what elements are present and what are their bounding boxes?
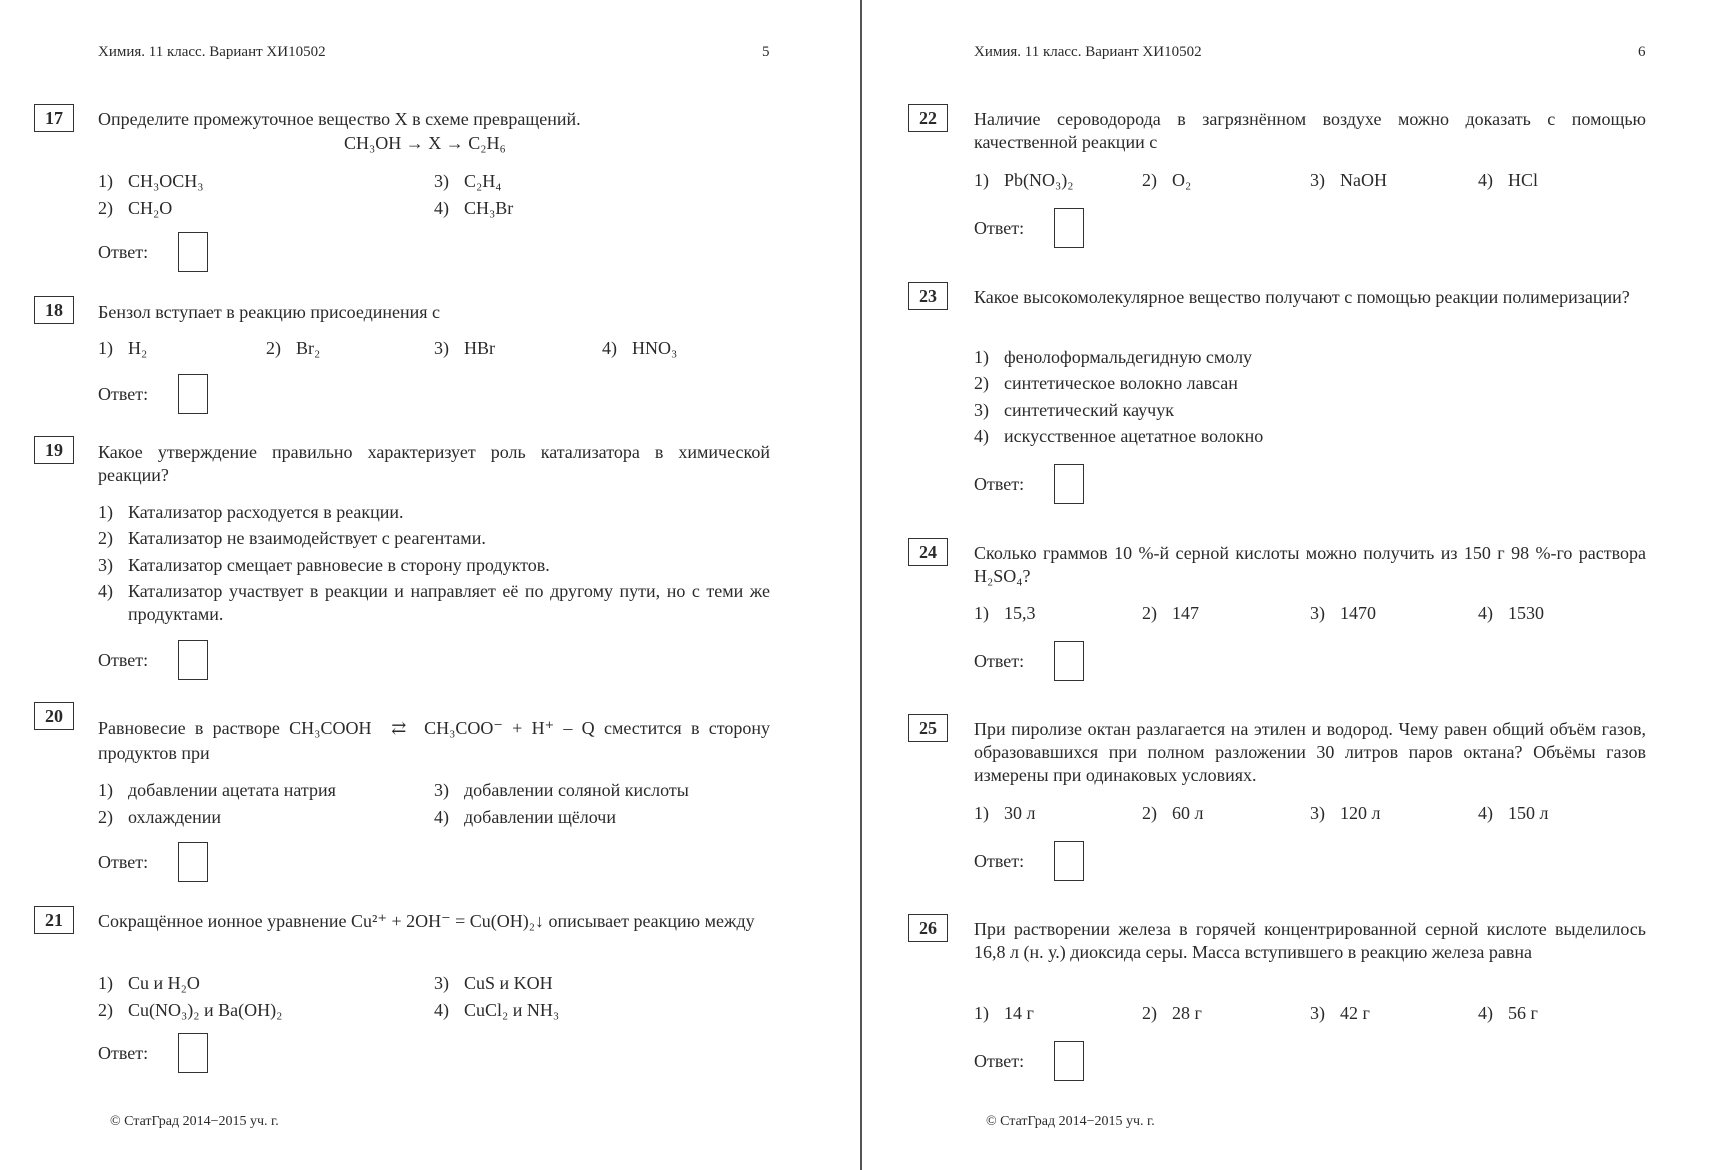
question-text: Определите промежуточное вещество X в схеме превращений. — [98, 109, 581, 129]
option-4[interactable]: 4) CuCl₂ и NH₃ — [434, 1000, 560, 1020]
option-2[interactable]: 2) 60 л — [1142, 803, 1204, 823]
option-2[interactable]: 2) O₂ — [1142, 170, 1192, 190]
answer-box[interactable] — [178, 1033, 208, 1073]
option-2[interactable]: 2) Катализатор не взаимодействует с реагентами. — [98, 528, 486, 548]
answer-label: Ответ: — [974, 218, 1025, 238]
option-2[interactable]: 2) 147 — [1142, 603, 1199, 623]
option-4[interactable]: 4) 1530 — [1478, 603, 1544, 623]
option-4[interactable]: 4) 56 г — [1478, 1003, 1538, 1023]
answer-box[interactable] — [178, 842, 208, 882]
question-text: При растворении железа в горячей концентрированной серной кислоте выделилось 16,8 л (н. у.) диоксида серы. Масса вступившего в реакцию железа равна — [974, 919, 1646, 962]
question-text: Какое высокомолекулярное вещество получают с помощью реакции полимеризации? — [974, 287, 1630, 307]
answer-label: Ответ: — [974, 1051, 1025, 1071]
question-text: Сокращённое ионное уравнение Cu²⁺ + 2OH⁻ = Cu(OH)₂↓ описывает реакцию между — [98, 911, 755, 931]
option-2[interactable]: 2) Cu(NO₃)₂ и Ba(OH)₂ — [98, 1000, 283, 1020]
option-2[interactable]: 2) 28 г — [1142, 1003, 1202, 1023]
option-3[interactable]: 3) 1470 — [1310, 603, 1376, 623]
option-2[interactable]: 2) синтетическое волокно лавсан — [974, 373, 1238, 393]
option-1[interactable]: 1) CH₃OCH₃ — [98, 171, 204, 191]
option-1[interactable]: 1) добавлении ацетата натрия — [98, 780, 336, 800]
page-footer: © СтатГрад 2014−2015 уч. г. — [110, 1114, 279, 1129]
question-text: Сколько граммов 10 %-й серной кислоты можно получить из 150 г 98 %-го раствора H₂SO₄? — [974, 543, 1646, 586]
answer-box[interactable] — [178, 374, 208, 414]
option-4[interactable]: 4) 150 л — [1478, 803, 1549, 823]
option-3[interactable]: 3) добавлении соляной кислоты — [434, 780, 689, 800]
option-1[interactable]: 1) H₂ — [98, 338, 148, 358]
reaction-scheme: CH₃OH → X → C₂H₆ — [344, 133, 506, 153]
option-1[interactable]: 1) 14 г — [974, 1003, 1034, 1023]
answer-box[interactable] — [1054, 641, 1084, 681]
option-4[interactable]: 4) CH₃Br — [434, 198, 514, 218]
option-3[interactable]: 3) C₂H₄ — [434, 171, 502, 191]
answer-label: Ответ: — [98, 242, 149, 262]
question-text: Какое утверждение правильно характеризует роль катализатора в химической реакции? — [98, 442, 770, 485]
option-1[interactable]: 1) фенолоформальдегидную смолу — [974, 347, 1253, 367]
option-1[interactable]: 1) Катализатор расходуется в реакции. — [98, 502, 404, 522]
option-4[interactable]: 4) добавлении щёлочи — [434, 807, 616, 827]
question-text: Наличие сероводорода в загрязнённом воздухе можно доказать с помощью качественной реакции с — [974, 109, 1646, 152]
page-footer: © СтатГрад 2014−2015 уч. г. — [986, 1114, 1155, 1129]
question-number: 23 — [908, 282, 948, 310]
option-1[interactable]: 1) Cu и H₂O — [98, 973, 200, 993]
answer-label: Ответ: — [98, 650, 149, 670]
page-header: Химия. 11 класс. Вариант ХИ10502 — [98, 44, 326, 60]
option-3[interactable]: 3) Катализатор смещает равновесие в сторону продуктов. — [98, 555, 550, 575]
answer-box[interactable] — [1054, 841, 1084, 881]
equilibrium-arrow: ⇄ — [391, 718, 405, 738]
option-3[interactable]: 3) 120 л — [1310, 803, 1381, 823]
question-number: 25 — [908, 714, 948, 742]
page-5 — [0, 0, 860, 1170]
question-number: 18 — [34, 296, 74, 324]
option-1[interactable]: 1) 30 л — [974, 803, 1036, 823]
question-text: Бензол вступает в реакцию присоединения с — [98, 302, 441, 322]
answer-label: Ответ: — [974, 651, 1025, 671]
option-3[interactable]: 3) HBr — [434, 338, 495, 358]
question-number: 24 — [908, 538, 948, 566]
option-4[interactable]: 4) HCl — [1478, 170, 1539, 190]
question-text: Равновесие в растворе CH₃COOH ⇄ CH₃COO⁻ + H⁺ – Q сместится в сторону продуктов при — [98, 718, 770, 763]
question-number: 19 — [34, 436, 74, 464]
option-3[interactable]: 3) CuS и KOH — [434, 973, 553, 993]
option-1[interactable]: 1) Pb(NO₃)₂ — [974, 170, 1074, 190]
option-3[interactable]: 3) синтетический каучук — [974, 400, 1174, 420]
answer-label: Ответ: — [98, 852, 149, 872]
answer-label: Ответ: — [98, 1043, 149, 1063]
answer-box[interactable] — [178, 232, 208, 272]
option-4[interactable]: 4) HNO₃ — [602, 338, 678, 358]
question-number: 26 — [908, 914, 948, 942]
page-header: Химия. 11 класс. Вариант ХИ10502 — [974, 44, 1202, 60]
option-4[interactable]: 4) Катализатор участвует в реакции и направляет её по другому пути, но с теми же продуктами. — [98, 581, 770, 624]
option-2[interactable]: 2) Br₂ — [266, 338, 321, 358]
option-2[interactable]: 2) охлаждении — [98, 807, 222, 827]
answer-box[interactable] — [1054, 464, 1084, 504]
page-number: 5 — [762, 44, 770, 60]
question-text: При пиролизе октан разлагается на этилен и водород. Чему равен общий объём газов, образовавшихся при полном разложении 30 литров паров октана? Объёмы газов измерены при одинаковых условиях. — [974, 719, 1646, 785]
option-1[interactable]: 1) 15,3 — [974, 603, 1036, 623]
question-number: 20 — [34, 702, 74, 730]
question-number: 21 — [34, 906, 74, 934]
option-3[interactable]: 3) NaOH — [1310, 170, 1387, 190]
answer-label: Ответ: — [98, 384, 149, 404]
option-4[interactable]: 4) искусственное ацетатное волокно — [974, 426, 1264, 446]
page-6 — [862, 0, 1722, 1170]
question-number: 22 — [908, 104, 948, 132]
option-2[interactable]: 2) CH₂O — [98, 198, 173, 218]
answer-box[interactable] — [1054, 1041, 1084, 1081]
page-number: 6 — [1638, 44, 1646, 60]
answer-box[interactable] — [1054, 208, 1084, 248]
option-3[interactable]: 3) 42 г — [1310, 1003, 1370, 1023]
answer-box[interactable] — [178, 640, 208, 680]
answer-label: Ответ: — [974, 851, 1025, 871]
answer-label: Ответ: — [974, 474, 1025, 494]
question-number: 17 — [34, 104, 74, 132]
